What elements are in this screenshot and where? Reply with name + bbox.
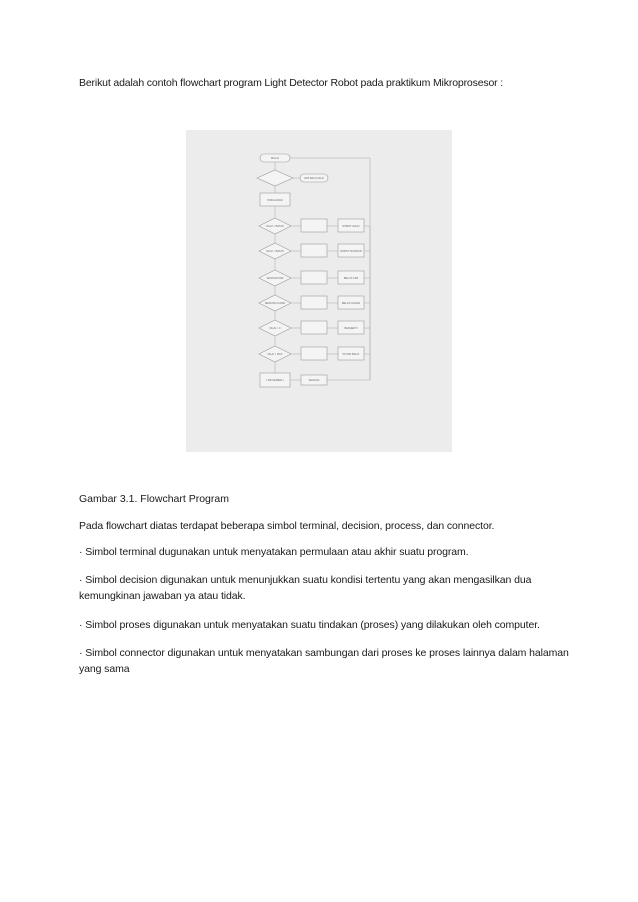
label-decision-3: SENSOR KIRI	[266, 277, 284, 280]
label-output-5: BERHENTI	[344, 327, 358, 330]
label-decision-6: NILAI = MAX	[267, 353, 283, 356]
label-decision-1: NILAI > BATAS	[266, 225, 284, 228]
label-decision-2: NILAI < BATAS	[266, 250, 284, 253]
flowchart-figure	[186, 130, 452, 452]
process-4	[301, 296, 327, 309]
paragraph-connector: · Simbol connector digunakan untuk menyatakan sambungan dari proses ke proses lainnya dalam halaman yang sama	[79, 647, 569, 675]
process-6	[301, 347, 327, 360]
label-process-end: LDR KEMBALI	[266, 379, 284, 382]
label-output-2: ROBOT MUNDUR	[340, 250, 362, 253]
flowchart-diagram	[186, 130, 452, 452]
label-init: INISIALISASI	[267, 199, 283, 202]
label-decision-4: SENSOR KANAN	[264, 302, 286, 305]
label-output-6: PUTAR BALIK	[342, 353, 360, 356]
paragraph-process: · Simbol proses digunakan untuk menyatakan suatu tindakan (proses) yang dilakukan oleh computer.	[79, 619, 540, 631]
paragraph-symbols-intro: Pada flowchart diatas terdapat beberapa simbol terminal, decision, process, dan connector.	[79, 520, 495, 532]
process-1	[301, 219, 327, 232]
process-3	[301, 271, 327, 284]
paragraph-terminal: · Simbol terminal dugunakan untuk menyatakan permulaan atau akhir suatu program.	[79, 546, 469, 558]
label-output-4: BELOK KANAN	[341, 302, 361, 305]
label-terminal-end: SELESAI	[308, 379, 320, 382]
label-output-1: ROBOT MAJU	[342, 225, 360, 228]
label-process-1: LDR BACA NILAI	[303, 177, 325, 180]
figure-caption: Gambar 3.1. Flowchart Program	[79, 493, 229, 505]
label-decision-5: NILAI = 0	[269, 327, 281, 330]
label-output-3: BELOK KIRI	[343, 277, 359, 280]
first-decision	[257, 170, 293, 186]
process-5	[301, 321, 327, 334]
intro-text: Berikut adalah contoh flowchart program Light Detector Robot pada praktikum Mikroprosesor :	[79, 77, 504, 89]
label-start: MULAI	[271, 157, 279, 160]
paragraph-decision: · Simbol decision digunakan untuk menunjukkan suatu kondisi tertentu yang akan mengasilkan dua kemungkinan jawaban ya atau tidak.	[79, 574, 532, 602]
process-2	[301, 244, 327, 257]
